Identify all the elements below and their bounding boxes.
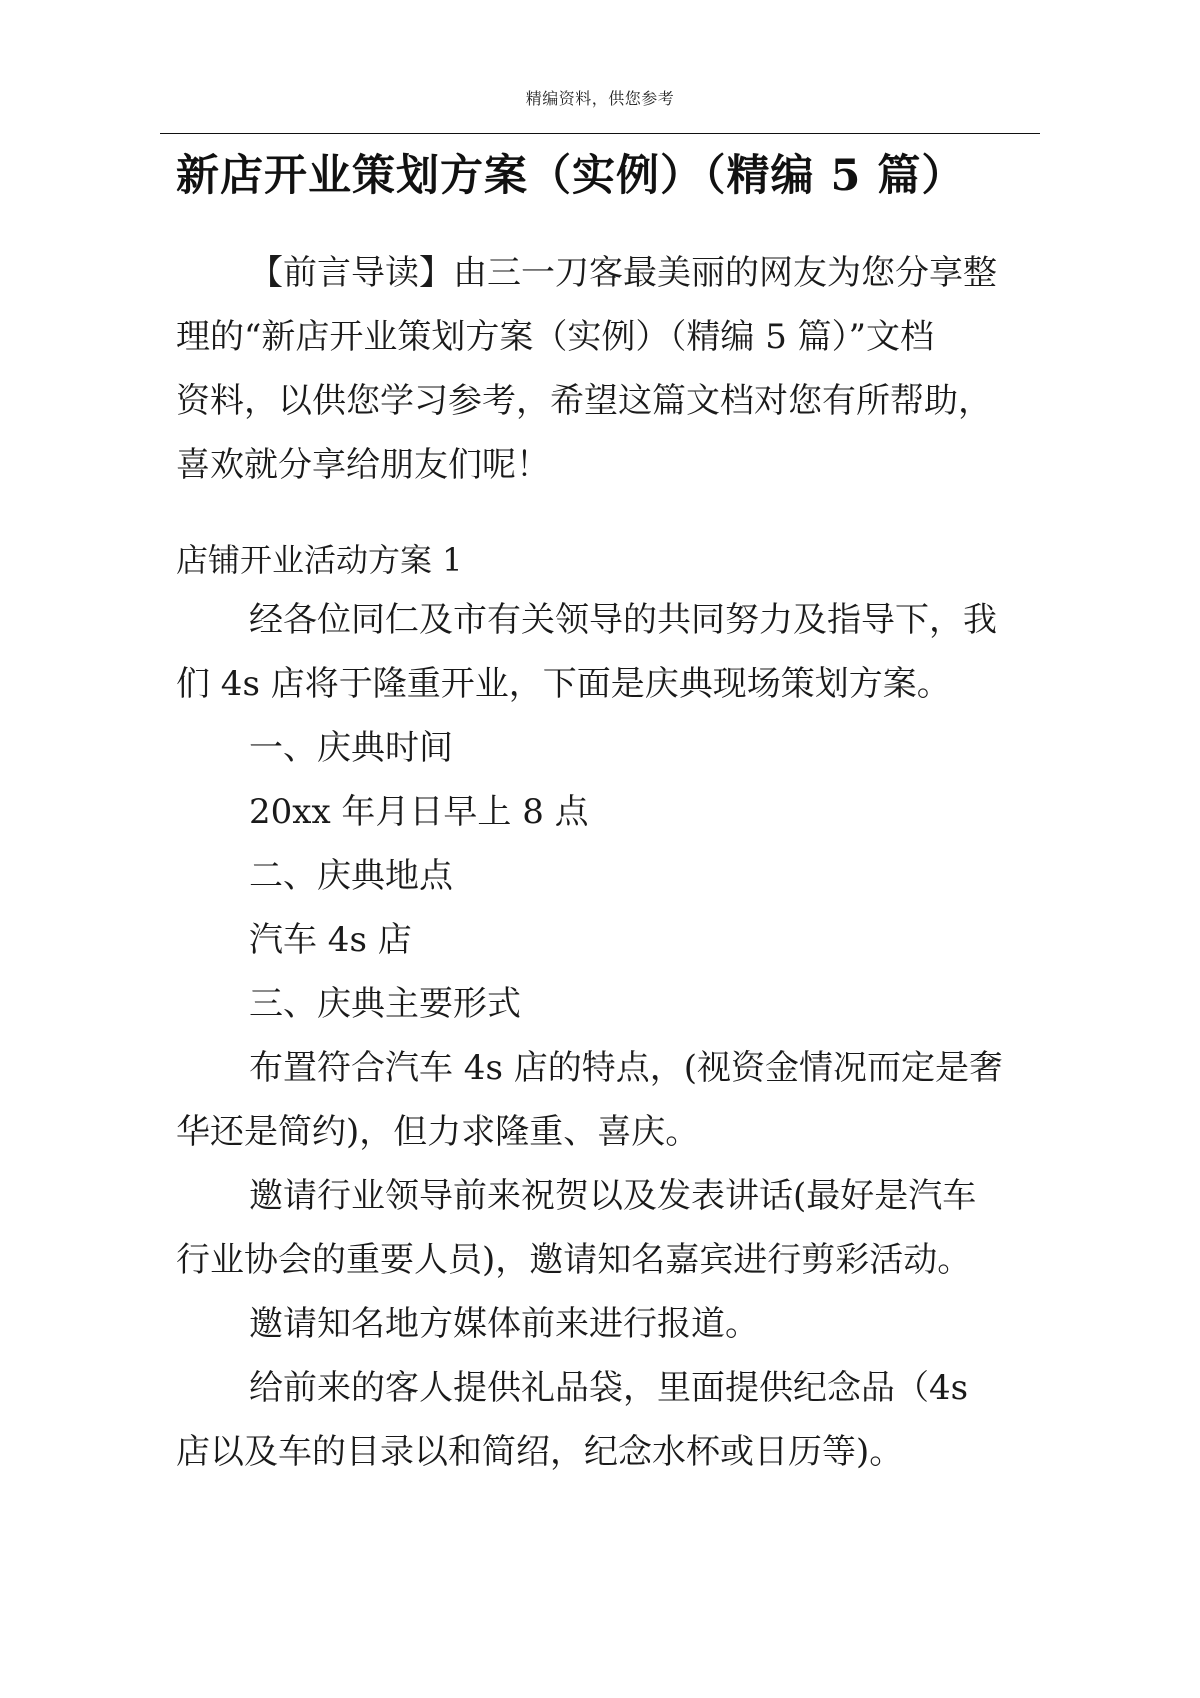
header-divider <box>160 133 1040 134</box>
body-line: 经各位同仁及市有关领导的共同努力及指导下，我 <box>249 600 997 640</box>
body-line: 们 4s 店将于隆重开业，下面是庆典现场策划方案。 <box>176 664 951 704</box>
preface-line: 资料，以供您学习参考，希望这篇文档对您有所帮助， <box>176 381 992 421</box>
body-line: 汽车 4s 店 <box>249 920 412 960</box>
body-line: 邀请知名地方媒体前来进行报道。 <box>249 1304 759 1344</box>
body-line: 布置符合汽车 4s 店的特点，(视资金情况而定是奢 <box>249 1048 1003 1088</box>
preface-paragraph <box>176 241 1036 497</box>
document-title: 新店开业策划方案（实例）（精编 5 篇） <box>176 151 966 201</box>
preface-line: 【前言导读】由三一刀客最美丽的网友为您分享整 <box>249 253 997 293</box>
body-line: 邀请行业领导前来祝贺以及发表讲话(最好是汽车 <box>249 1176 977 1216</box>
body-line: 一、庆典时间 <box>249 728 453 768</box>
body-line: 20xx 年月日早上 8 点 <box>249 792 589 832</box>
section-heading: 店铺开业活动方案 1 <box>176 541 463 579</box>
preface-line: 喜欢就分享给朋友们呢！ <box>176 445 550 485</box>
body-line: 二、庆典地点 <box>249 856 453 896</box>
body-line: 三、庆典主要形式 <box>249 984 521 1024</box>
body-text <box>176 588 1036 1484</box>
body-line: 华还是简约)，但力求隆重、喜庆。 <box>176 1112 700 1152</box>
body-line: 店以及车的目录以和简绍，纪念水杯或日历等)。 <box>176 1432 904 1472</box>
header-note: 精编资料，供您参考 <box>525 89 675 108</box>
body-line: 行业协会的重要人员)，邀请知名嘉宾进行剪彩活动。 <box>176 1240 972 1280</box>
body-line: 给前来的客人提供礼品袋，里面提供纪念品（4s <box>249 1368 969 1408</box>
preface-line: 理的“新店开业策划方案（实例）（精编 5 篇）”文档 <box>176 317 935 357</box>
